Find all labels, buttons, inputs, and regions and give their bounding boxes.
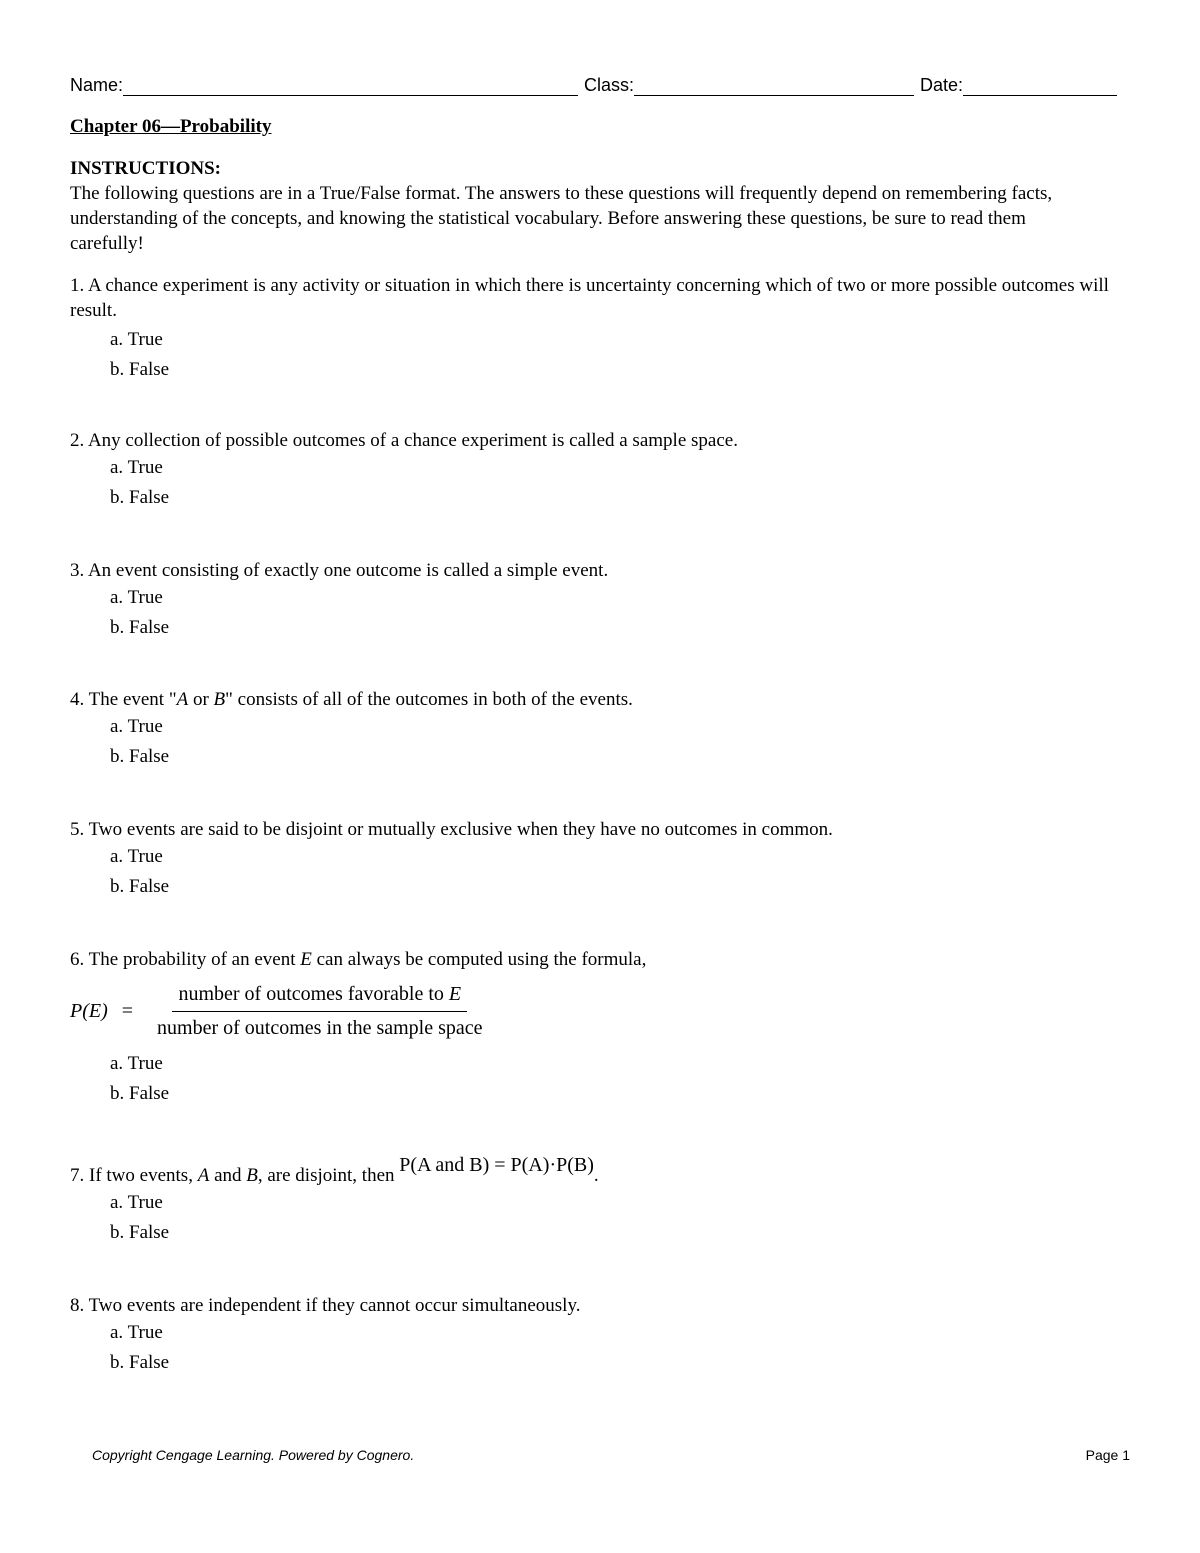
question-7-option-b[interactable]: b. False (110, 1222, 170, 1243)
stem-text: can always be computed using the formula, (311, 949, 647, 970)
question-2 (70, 428, 1132, 513)
variable-b: B (246, 1165, 258, 1186)
question-1-stem: 1. A chance experiment is any activity or situation in which there is uncertainty concerning which of two or more possible outcomes will result. (70, 275, 1109, 321)
question-7 (70, 1154, 1132, 1248)
numerator-text: number of outcomes favorable to (178, 983, 449, 1005)
stem-text: and (209, 1165, 247, 1186)
question-1 (70, 273, 1132, 385)
student-info-header (70, 70, 1132, 96)
question-5 (70, 817, 1132, 902)
chapter-title: Chapter 06—Probability (70, 116, 272, 137)
stem-text: 7. If two events, (70, 1165, 198, 1186)
question-4-option-a[interactable]: a. True (110, 716, 163, 737)
question-8-option-a[interactable]: a. True (110, 1322, 163, 1343)
question-1-option-b[interactable]: b. False (110, 359, 170, 380)
question-8 (70, 1293, 1132, 1378)
question-5-option-b[interactable]: b. False (110, 876, 170, 897)
variable-b: B (213, 689, 226, 710)
question-2-option-b[interactable]: b. False (110, 487, 170, 508)
stem-text: 6. The probability of an event (70, 949, 301, 970)
question-3 (70, 558, 1132, 643)
question-4-option-b[interactable]: b. False (110, 746, 170, 767)
instructions-heading: INSTRUCTIONS: (70, 158, 221, 179)
question-4-stem (70, 687, 1132, 712)
class-field-line[interactable] (634, 75, 914, 96)
variable-e: E (300, 949, 312, 970)
page-number: Page 1 (1085, 1447, 1130, 1463)
question-7-stem (70, 1154, 1132, 1188)
question-7-option-a[interactable]: a. True (110, 1192, 163, 1213)
stem-text: . (593, 1165, 599, 1186)
formula-lhs: P(E) (70, 1000, 108, 1022)
name-label: Name: (70, 75, 124, 95)
formula-fraction (151, 982, 488, 1041)
question-2-option-a[interactable]: a. True (110, 457, 163, 478)
question-3-option-b[interactable]: b. False (110, 617, 170, 638)
question-6-option-b[interactable]: b. False (110, 1083, 170, 1104)
stem-text: or (188, 689, 214, 710)
stem-text: , are disjoint, then (257, 1165, 400, 1186)
date-field-line[interactable] (963, 75, 1117, 96)
numerator-variable: E (448, 983, 462, 1005)
question-2-stem: 2. Any collection of possible outcomes of a chance experiment is called a sample space. (70, 430, 738, 451)
instructions-body: The following questions are in a True/False format. The answers to these questions will frequently depend on remembering facts, understanding of the concepts, and knowing the statistical vocabulary. Before answering these questions, be sure to read them carefully! (70, 183, 1053, 254)
question-6-option-a[interactable]: a. True (110, 1053, 163, 1074)
variable-a: A (176, 689, 189, 710)
question-5-option-a[interactable]: a. True (110, 846, 163, 867)
question-4 (70, 687, 1132, 772)
question-3-option-a[interactable]: a. True (110, 587, 163, 608)
formula-numerator (172, 982, 467, 1012)
name-field-line[interactable] (123, 75, 578, 96)
variable-a: A (197, 1165, 210, 1186)
date-label: Date: (920, 75, 964, 95)
stem-text: 4. The event " (70, 689, 177, 710)
question-8-option-b[interactable]: b. False (110, 1352, 170, 1373)
stem-text: " consists of all of the outcomes in both of the events. (225, 689, 633, 710)
probability-formula (70, 982, 1132, 1041)
question-5-stem: 5. Two events are said to be disjoint or mutually exclusive when they have no outcomes in common. (70, 819, 833, 840)
question-8-stem: 8. Two events are independent if they cannot occur simultaneously. (70, 1295, 581, 1316)
copyright-text: Copyright Cengage Learning. Powered by Cognero. (92, 1447, 415, 1463)
question-3-stem: 3. An event consisting of exactly one outcome is called a simple event. (70, 560, 609, 581)
question-6 (70, 947, 1132, 1109)
product-rule-formula: P(A and B) = P(A)·P(B) (399, 1154, 594, 1176)
formula-denominator: number of outcomes in the sample space (157, 1017, 483, 1039)
question-6-stem (70, 947, 1132, 972)
class-label: Class: (584, 75, 635, 95)
question-1-option-a[interactable]: a. True (110, 329, 163, 350)
formula-equals: = (121, 1000, 134, 1022)
page-footer (92, 1447, 1130, 1463)
